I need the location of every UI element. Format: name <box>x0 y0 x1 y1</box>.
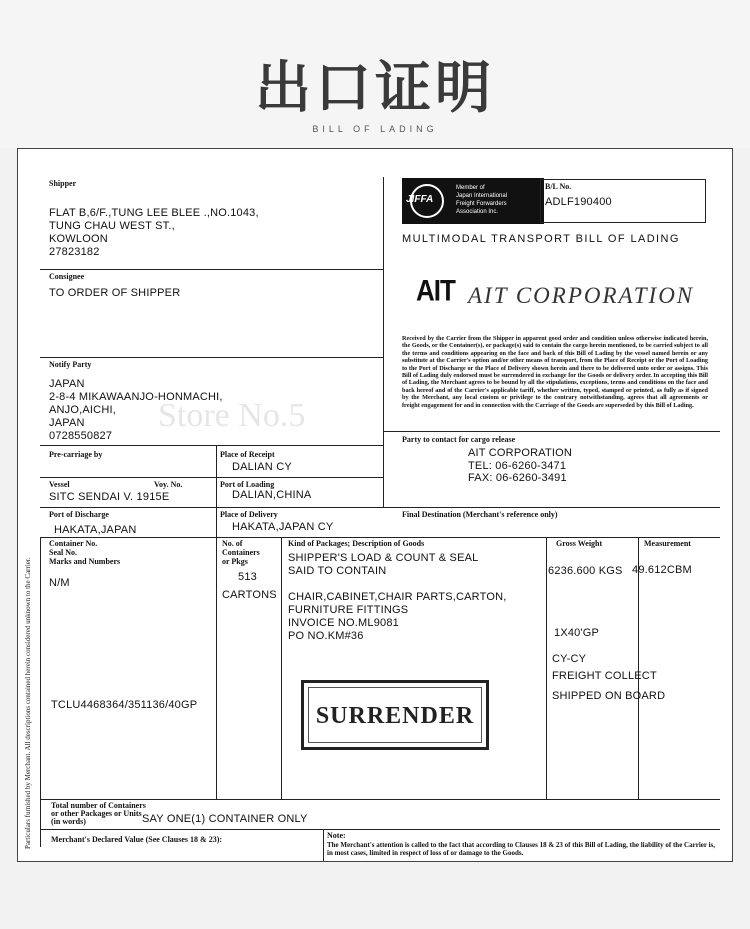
container-header: Container No. Seal No. Marks and Numbers <box>49 539 121 566</box>
note-text: The Merchant's attention is called to the fact that according to Clauses 18 & 23 of this Bill of Lading, the liability of the Carrier is, in most cases, limited in respect of loss of or damage to the Goods. <box>327 841 716 857</box>
divider <box>638 537 639 799</box>
bl-number-box <box>540 179 706 223</box>
divider <box>40 829 720 830</box>
stamp-text: SURRENDER <box>315 703 475 729</box>
carrier-logo-mark: AIT <box>416 272 455 308</box>
total-value: SAY ONE(1) CONTAINER ONLY <box>142 813 308 825</box>
final-destination-label: Final Destination (Merchant's reference only) <box>402 510 558 519</box>
port-of-loading-value: DALIAN,CHINA <box>232 489 312 501</box>
notify-line: ANJO,AICHI, <box>49 404 116 416</box>
consignee-label: Consignee <box>49 272 85 281</box>
divider <box>40 445 384 446</box>
container-type: 1X40'GP <box>554 627 600 639</box>
shipper-line: TUNG CHAU WEST ST., <box>49 220 175 232</box>
notify-line: 0728550827 <box>49 430 113 442</box>
description-line: SHIPPER'S LOAD & COUNT & SEAL <box>288 552 479 564</box>
extra-line: FREIGHT COLLECT <box>552 670 657 682</box>
shipper-line: KOWLOON <box>49 233 108 245</box>
pre-carriage-label: Pre-carriage by <box>49 450 103 459</box>
divider <box>383 177 384 507</box>
document-type: MULTIMODAL TRANSPORT BILL OF LADING <box>402 233 680 245</box>
description-line: FURNITURE FITTINGS <box>288 604 409 616</box>
contact-label: Party to contact for cargo release <box>402 435 516 444</box>
total-label: Total number of Containers or other Packages or Units (in words) <box>51 801 146 826</box>
page-header <box>0 0 750 148</box>
vessel-label: Vessel <box>49 480 70 489</box>
shipper-line: 27823182 <box>49 246 100 258</box>
description-line: SAID TO CONTAIN <box>288 565 387 577</box>
divider <box>281 537 282 799</box>
place-of-receipt-value: DALIAN CY <box>232 461 292 473</box>
notify-line: JAPAN <box>49 378 85 390</box>
divider <box>40 477 384 478</box>
vessel-value: SITC SENDAI V. 1915E <box>49 491 170 503</box>
divider <box>216 537 217 799</box>
divider <box>40 799 720 800</box>
container-number: TCLU4468364/351136/40GP <box>51 699 198 711</box>
notify-line: 2-8-4 MIKAWAANJO-HONMACHI, <box>49 391 223 403</box>
port-of-discharge-value: HAKATA,JAPAN <box>54 524 137 536</box>
description-header: Kind of Packages; Description of Goods <box>288 539 425 548</box>
divider <box>40 507 720 508</box>
divider <box>384 431 720 432</box>
page-subtitle: BILL OF LADING <box>312 124 438 134</box>
jiffa-association: Member of Japan International Freight Forwarders Association Inc. <box>456 185 508 215</box>
notify-label: Notify Party <box>49 360 92 369</box>
jiffa-logo-text: JIFFA <box>406 194 434 205</box>
extra-line: CY-CY <box>552 653 587 665</box>
packages-unit: CARTONS <box>222 589 277 601</box>
description-line: CHAIR,CABINET,CHAIR PARTS,CARTON, <box>288 591 507 603</box>
divider <box>216 445 217 537</box>
place-of-delivery-label: Place of Delivery <box>220 510 278 519</box>
contact-line: FAX: 06-6260-3491 <box>468 472 567 484</box>
bill-of-lading-document <box>17 148 733 862</box>
packages-header: No. of Containers or Pkgs <box>222 539 260 566</box>
divider <box>40 537 41 847</box>
divider <box>546 537 547 799</box>
declared-value-label: Merchant's Declared Value (See Clauses 18 & 23): <box>51 835 223 844</box>
description-line: INVOICE NO.ML9081 <box>288 617 399 629</box>
bl-number-value: ADLF190400 <box>545 196 612 208</box>
shipper-label: Shipper <box>49 179 77 188</box>
contact-line: TEL: 06-6260-3471 <box>468 460 567 472</box>
port-of-discharge-label: Port of Discharge <box>49 510 109 519</box>
surrender-stamp <box>301 680 489 750</box>
divider <box>40 269 384 270</box>
measurement-header: Measurement <box>644 539 691 548</box>
divider <box>323 829 324 861</box>
gross-weight-value: 6236.600 KGS <box>548 565 623 577</box>
shipper-line: FLAT B,6/F.,TUNG LEE BLEE .,NO.1043, <box>49 207 259 219</box>
place-of-delivery-value: HAKATA,JAPAN CY <box>232 521 334 533</box>
divider <box>40 357 384 358</box>
note-label: Note: <box>327 831 346 840</box>
packages-count: 513 <box>238 571 257 583</box>
place-of-receipt-label: Place of Receipt <box>220 450 275 459</box>
voyage-label: Voy. No. <box>154 480 183 489</box>
notify-line: JAPAN <box>49 417 85 429</box>
divider <box>40 537 720 538</box>
port-of-loading-label: Port of Loading <box>220 480 275 489</box>
description-line: PO NO.KM#36 <box>288 630 364 642</box>
side-note: Particulars furnished by Merchant. All descriptions contained herein considered unknown to the Carrier. <box>24 557 32 849</box>
extra-line: SHIPPED ON BOARD <box>552 690 666 702</box>
gross-weight-header: Gross Weight <box>556 539 603 548</box>
jiffa-logo <box>402 178 544 224</box>
bl-number-label: B/L No. <box>545 182 572 191</box>
carrier-name: AIT CORPORATION <box>468 283 695 308</box>
watermark: Store No.5 <box>158 397 306 434</box>
terms-text: Received by the Carrier from the Shipper in apparent good order and condition unless otherwise indicated herein, the Goods, or the Container(s), or package(s) said to contain the cargo herein mentioned, to be carried subject to all the terms and conditions appearing on the face and back of this Bill of Lading by the vessel named herein or any substitute at the Carrier's option and/or other means of transport, from the Place of Receipt or the Port of Loading to the Port of Discharge or the Place of Delivery shown herein and there to be delivered unto order or assigns. This Bill of Lading duly endorsed must be surrendered in exchange for the Goods or delivery order. In accepting this Bill of Lading, the Merchant agrees to be bound by all the stipulations, exceptions, terms and conditions on the face and back hereof and of the Carrier's applicable tariff, whether written, typed, stamped or printed, as fully as if signed by the Merchant, any local custom or privilege to the contrary notwithstanding, agrees that all agreements or freight engagement for and in connection with the Carriage of the Goods are superseded by this Bill of Lading. <box>402 335 708 409</box>
contact-line: AIT CORPORATION <box>468 447 573 459</box>
consignee-value: TO ORDER OF SHIPPER <box>49 287 181 299</box>
page-title: 出口证明 <box>255 56 495 121</box>
measurement-value: 49.612CBM <box>632 564 692 576</box>
marks-value: N/M <box>49 577 70 589</box>
